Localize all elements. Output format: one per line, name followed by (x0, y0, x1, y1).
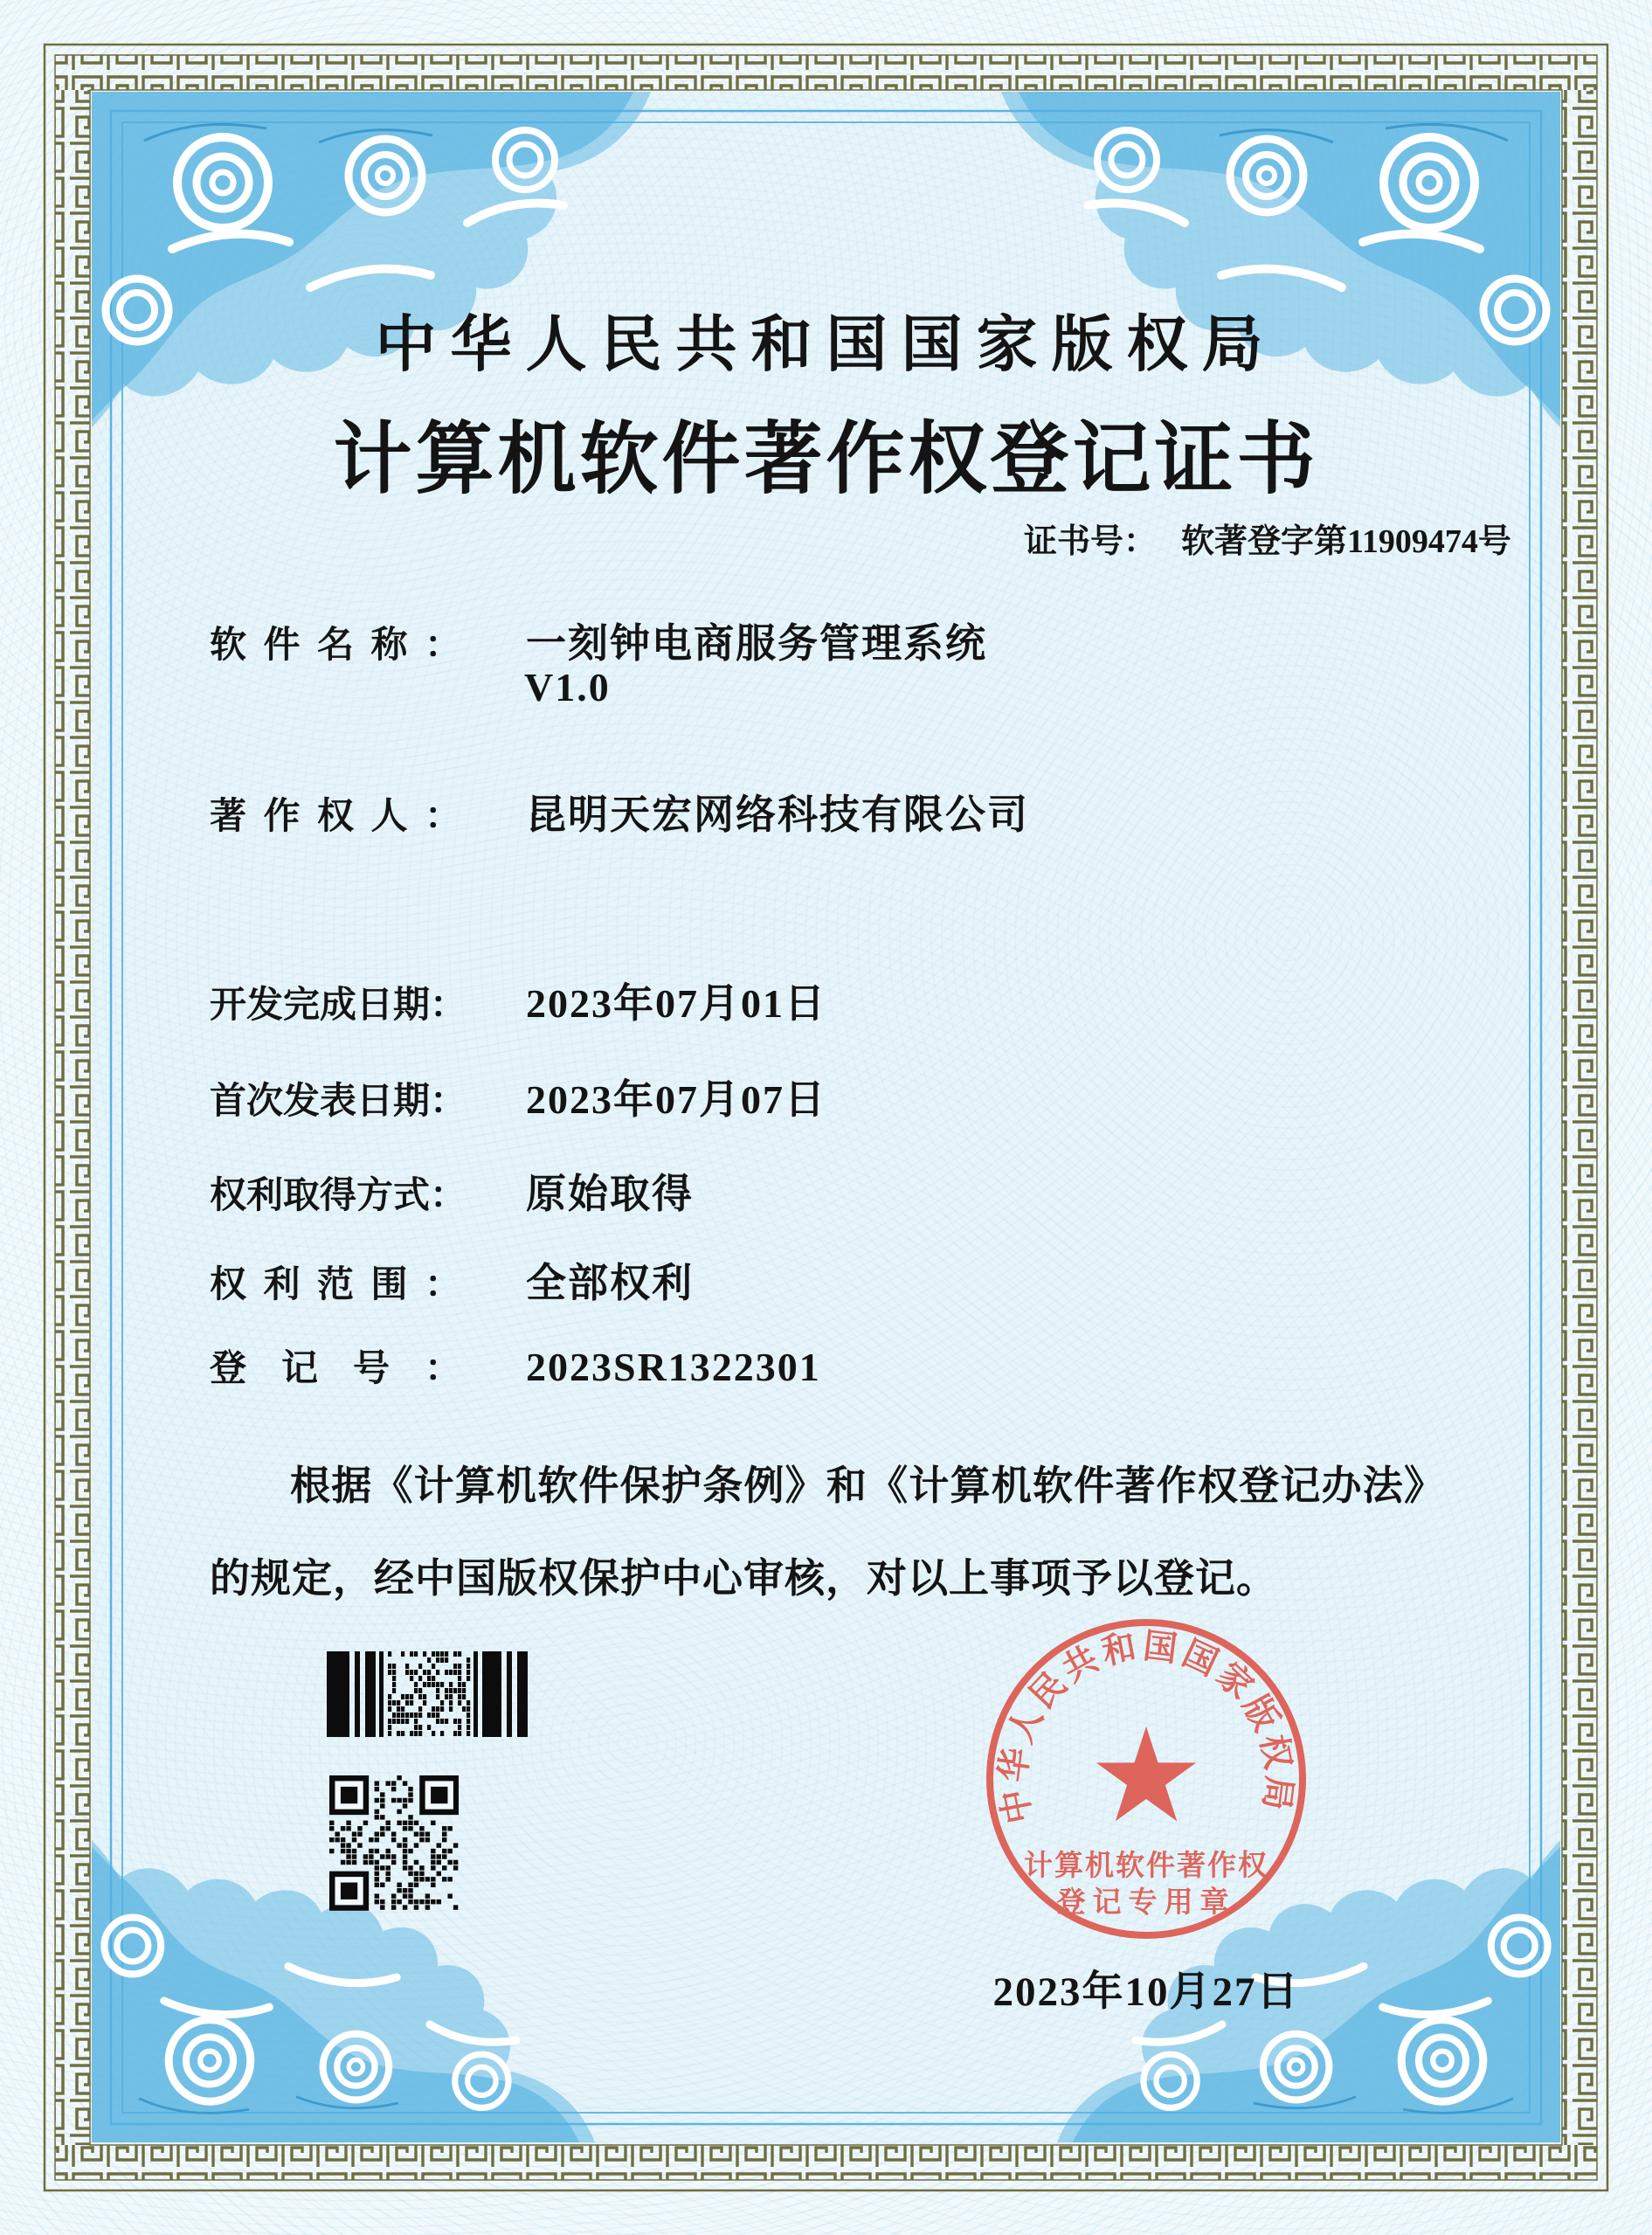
certificate-number-label: 证书号： (1024, 523, 1158, 560)
red-star-icon (1096, 1726, 1196, 1822)
field-copyright-holder (210, 783, 1029, 841)
field-first-publish-date (210, 1068, 826, 1125)
field-value: 2023年07月01日 (526, 981, 826, 1026)
field-software-name (210, 612, 987, 669)
issue-date: 2023年10月27日 (992, 1969, 1300, 2015)
field-rights-scope (210, 1251, 694, 1309)
qr-code-icon (329, 1775, 459, 1915)
seal-text-line1: 计算机软件著作权 (1024, 1851, 1268, 1882)
barcode-2d-icon (327, 1651, 529, 1741)
certificate-number-line (1024, 514, 1511, 562)
field-label: 著作权人： (210, 797, 461, 837)
certificate-title: 计算机软件著作权登记证书 (333, 417, 1319, 503)
registration-statement: 根据《计算机软件保护条例》和《计算机软件著作权登记办法》的规定，经中国版权保护中心审核，对以上事项予以登记。 (210, 1463, 1445, 1601)
field-label: 登记号： (210, 1349, 461, 1389)
field-value: 全部权利 (526, 1261, 694, 1305)
field-value: 原始取得 (526, 1172, 694, 1216)
field-label: 首次发表日期： (210, 1082, 467, 1122)
field-registration-number (210, 1339, 821, 1392)
field-value: 昆明天宏网络科技有限公司 (526, 792, 1029, 837)
seal-ring-text: 中华人民共和国国家版权局 (992, 1625, 1300, 1827)
field-label: 权利范围： (210, 1265, 461, 1305)
field-label: 开发完成日期： (210, 986, 467, 1026)
field-rights-acquisition (210, 1162, 694, 1220)
software-version: V1.0 (524, 665, 611, 709)
field-label: 软件名称： (210, 626, 461, 666)
official-red-seal (978, 1611, 1314, 1951)
field-dev-complete-date (210, 972, 826, 1029)
certificate-number-value: 软著登字第11909474号 (1181, 523, 1511, 560)
field-value: 一刻钟电商服务管理系统 (526, 621, 987, 666)
field-value: 2023年07月07日 (526, 1077, 826, 1122)
authority-title: 中华人民共和国国家版权局 (375, 312, 1277, 379)
field-value: 2023SR1322301 (526, 1345, 821, 1389)
field-label: 权利取得方式： (210, 1176, 467, 1216)
seal-text-line2: 登记专用章 (1056, 1887, 1236, 1919)
